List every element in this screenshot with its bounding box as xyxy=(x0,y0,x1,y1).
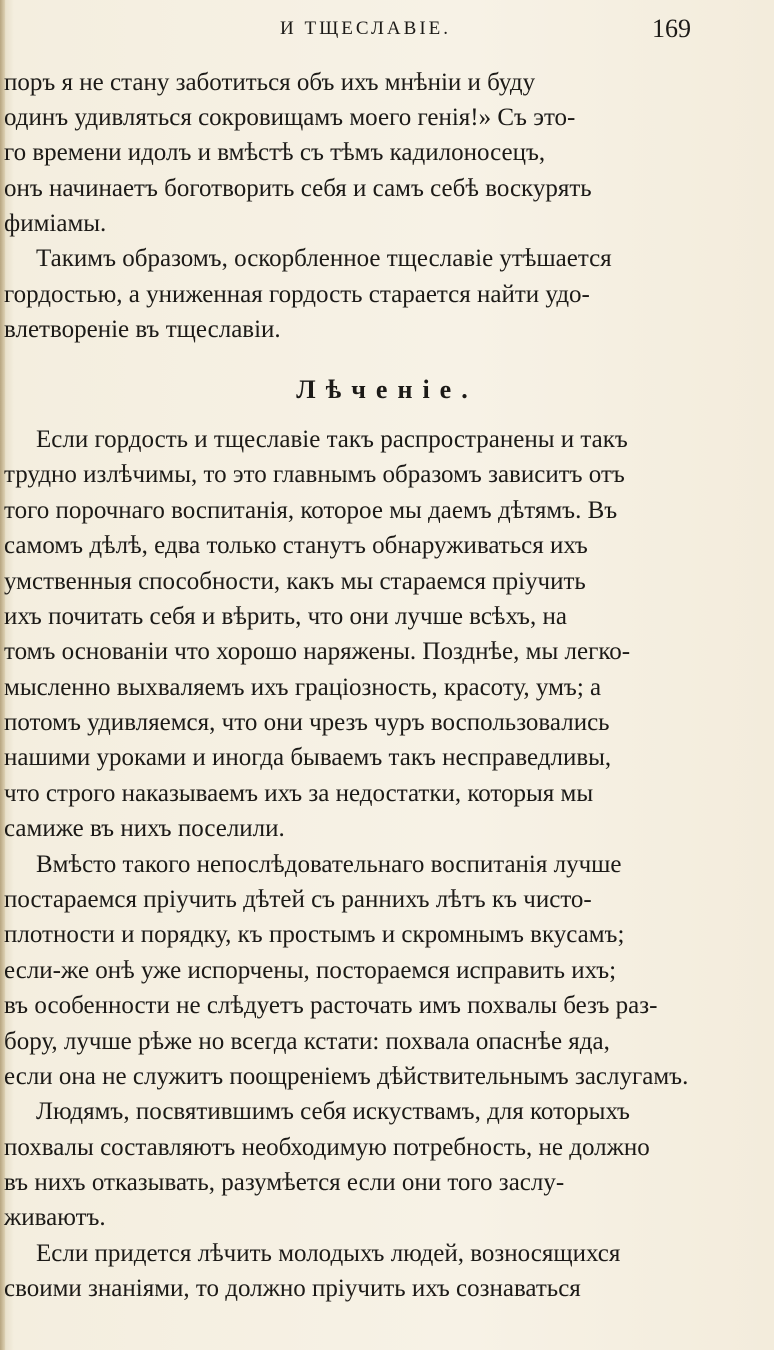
text-line: ихъ почитать себя и вѣрить, что они лучше всѣхъ, на xyxy=(4,603,567,630)
text-line: постараемся пріучить дѣтей съ раннихъ лѣтъ къ чисто- xyxy=(4,886,592,913)
text-line: Вмѣсто такого непослѣдовательнаго воспитанія лучше xyxy=(36,851,622,878)
text-line: Если придется лѣчить молодыхъ людей, возносящихся xyxy=(36,1240,621,1267)
text-line: томъ основаніи что хорошо наряжены. Позднѣе, мы легко- xyxy=(4,638,631,665)
text-line: го времени идолъ и вмѣстѣ съ тѣмъ кадилоносецъ, xyxy=(4,139,546,166)
text-line: Если гордость и тщеславіе такъ распространены и такъ xyxy=(36,426,628,453)
text-line: онъ начинаетъ боготворить себя и самъ себѣ воскурять xyxy=(4,175,592,202)
text-line: живаютъ. xyxy=(4,1204,106,1231)
text-line: похвалы составляютъ необходимую потребность, не должно xyxy=(4,1134,650,1161)
text-line: Такимъ образомъ, оскорбленное тщеславіе утѣшается xyxy=(36,245,612,272)
text-line: бору, лучше рѣже но всегда кстати: похвала опаснѣе яда, xyxy=(4,1028,610,1055)
text-line: нашими уроками и иногда бываемъ такъ несправедливы, xyxy=(4,744,612,771)
text-line: трудно излѣчимы, то это главнымъ образомъ зависитъ отъ xyxy=(4,461,625,488)
page-number: 169 xyxy=(652,14,691,43)
text-line: одинъ удивляться сокровищамъ моего генія!» Съ это- xyxy=(4,104,576,131)
text-line: гордостью, а униженная гордость старается найти удо- xyxy=(4,281,590,308)
running-title: И ТЩЕСЛАВІЕ. xyxy=(280,18,452,39)
text-line: мысленно выхваляемъ ихъ граціозность, красоту, умъ; а xyxy=(4,674,602,701)
text-line: умственныя способности, какъ мы стараемся пріучить xyxy=(4,568,586,595)
text-line: въ особенности не слѣдуетъ расточать имъ похвалы безъ раз- xyxy=(4,992,658,1019)
text-line: самиже въ нихъ поселили. xyxy=(4,815,285,842)
text-line: что строго наказываемъ ихъ за недостатки, которыя мы xyxy=(4,780,594,807)
section-heading: Лѣченіе. xyxy=(296,375,478,404)
text-line: въ нихъ отказывать, разумѣется если они того заслу- xyxy=(4,1169,565,1196)
text-line: потомъ удивляемся, что они чрезъ чуръ воспользовались xyxy=(4,709,610,736)
text-line: если она не служитъ поощреніемъ дѣйствительнымъ заслугамъ. xyxy=(4,1063,689,1090)
text-line: если-же онѣ уже испорчены, постораемся исправить ихъ; xyxy=(4,957,617,984)
text-line: влетвореніе въ тщеславіи. xyxy=(4,316,281,343)
text-line: поръ я не стану заботиться объ ихъ мнѣніи и буду xyxy=(4,69,536,96)
text-line: самомъ дѣлѣ, едва только станутъ обнаруживаться ихъ xyxy=(4,532,588,559)
text-line: Людямъ, посвятившимъ себя искуствамъ, для которыхъ xyxy=(36,1098,630,1125)
text-line: своими знаніями, то должно пріучить ихъ сознаваться xyxy=(4,1275,581,1302)
text-line: того порочнаго воспитанія, которое мы даемъ дѣтямъ. Въ xyxy=(4,497,618,524)
text-line: плотности и порядку, къ простымъ и скромнымъ вкусамъ; xyxy=(4,921,625,948)
text-line: фиміамы. xyxy=(4,210,107,237)
